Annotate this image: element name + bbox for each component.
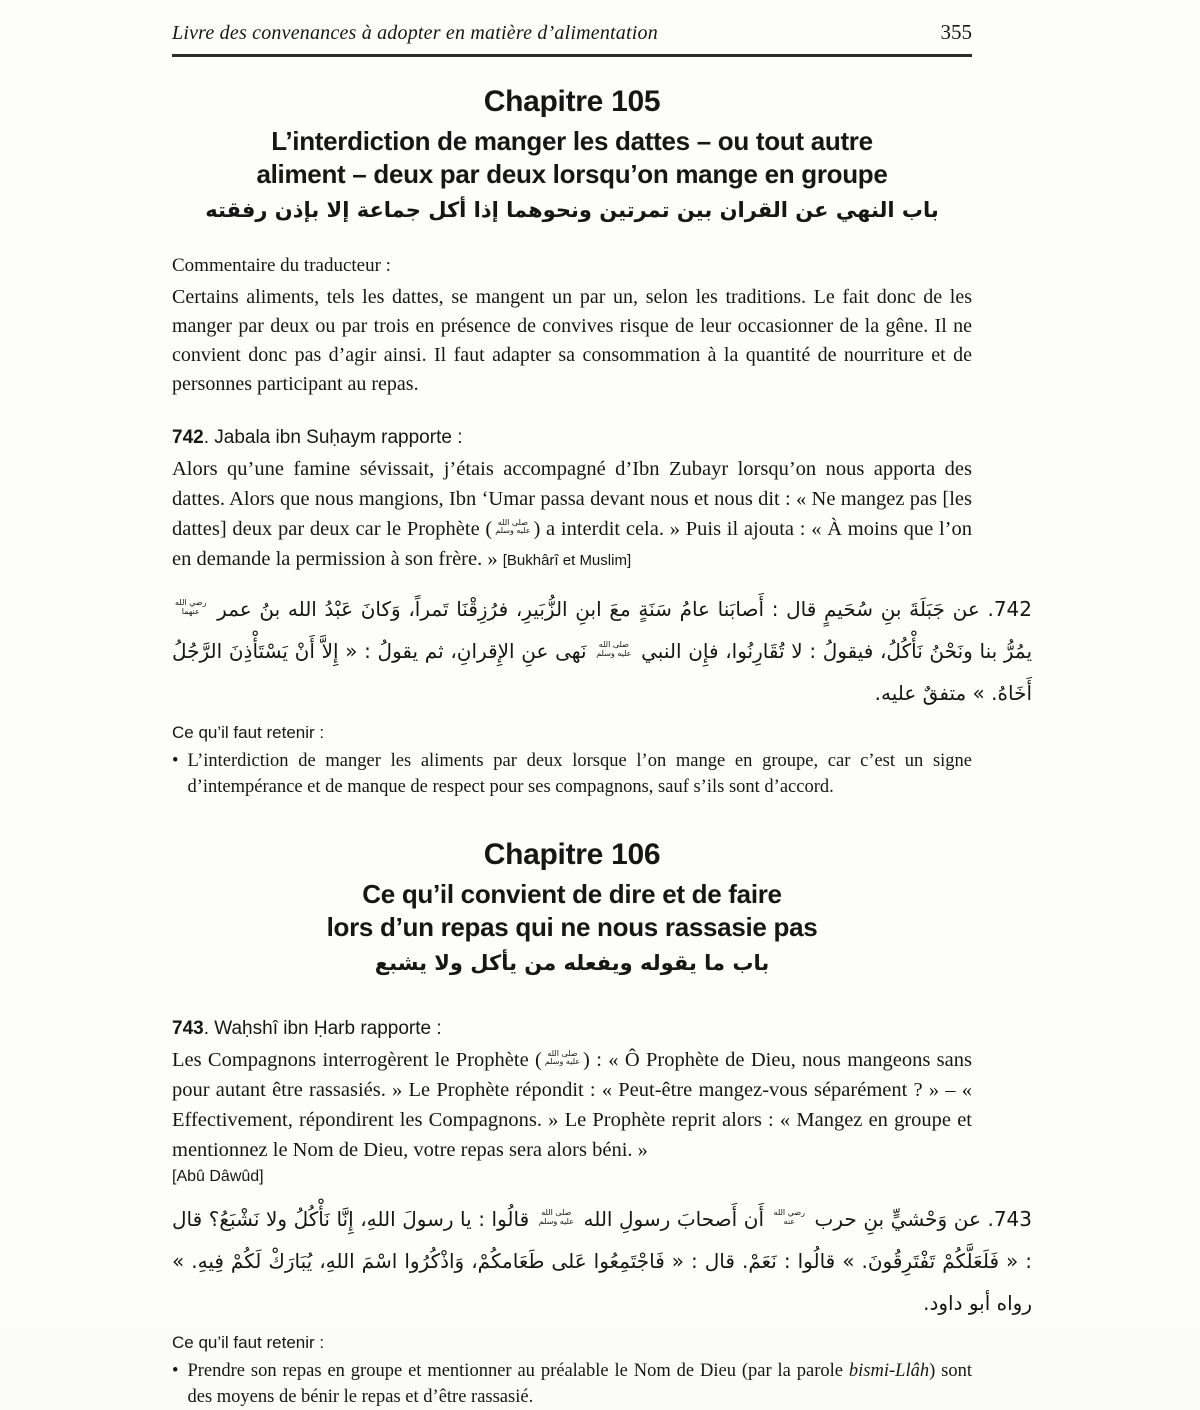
hadith-742-arabic bbox=[172, 588, 1032, 714]
retenir-106-part1: Prendre son repas en groupe et mentionner au préalable le Nom de Dieu (par la parole bbox=[187, 1361, 849, 1381]
retenir-bullet-105 bbox=[172, 748, 972, 800]
page-content bbox=[172, 0, 1033, 1410]
page-number: 355 bbox=[940, 20, 972, 44]
hadith-743-arabic-part1: 743. عن وَحْشيٍّ بنِ حرب bbox=[808, 1207, 1032, 1231]
hadith-742-text bbox=[172, 454, 972, 576]
commentary-label: Commentaire du traducteur : bbox=[172, 255, 391, 276]
chapter-106-arabic-title: باب ما يقوله ويفعله من يأكل ولا يشبع bbox=[374, 951, 770, 975]
running-title: Livre des convenances à adopter en matière d’alimentation bbox=[172, 22, 658, 44]
hadith-743-number: 743 bbox=[172, 1018, 204, 1039]
hadith-743-narrator-text: . Waḥshî ibn Ḥarb rapporte : bbox=[203, 1018, 442, 1039]
retenir-bullet-105-text: L’interdiction de manger les aliments par deux lorsque l’on mange en groupe, car c’est un signe d’intempérance et de manque de respect pour ses compagnons, sauf s’ils sont d’accord. bbox=[187, 751, 972, 797]
bullet-icon: • bbox=[172, 751, 179, 771]
retenir-106-part2: ) sont des moyens de bénir le repas et d’être rassasié. bbox=[187, 1361, 973, 1407]
saw-honorific-icon: صلى الله عليه وسلم bbox=[544, 1048, 581, 1067]
hadith-743-text-part1: Les Compagnons interrogèrent le Prophète ( bbox=[172, 1049, 542, 1071]
hadith-742-number: 742 bbox=[172, 427, 204, 448]
chapter-105-arabic-title: باب النهي عن القران بين تمرتين ونحوهما إذا أكل جماعة إلا بإذن رفقته bbox=[205, 198, 939, 222]
radi-allahu-anhu-icon: رضي الله عنه bbox=[773, 1208, 806, 1226]
hadith-743-text-part2: ) : « Ô Prophète de Dieu, nous mangeons sans pour autant être rassasiés. » Le Prophète répondit : « Peut-être mangez-vous séparément ? » – « Effectivement, répondirent les Compagnons. » Le Prophète reprit alors : « Mangez en groupe et mentionnez le Nom de Dieu, votre repas sera alors béni. » bbox=[172, 1049, 972, 1161]
hadith-742-arabic-part3: نَهى عنِ الإِقرانِ، ثم يقولُ : « إِلاَّ أَنْ يَسْتَأْذِنَ الرَّجُلُ أَخَاهُ. » متفقٌ عليه. bbox=[172, 639, 1032, 705]
hadith-743-text bbox=[172, 1045, 972, 1165]
hadith-742-narrator-text: . Jabala ibn Suḥaym rapporte : bbox=[203, 427, 463, 448]
chapter-106-title-line1: Ce qu’il convient de dire et de faire bbox=[362, 879, 782, 909]
hadith-742-text-part1: Alors qu’une famine sévissait, j’étais accompagné d’Ibn Zubayr lorsqu’on nous apporta des dattes. Alors que nous mangions, Ibn ‘Umar passa devant nous et nous dit : « Ne mangez pas [les dattes] deux par deux car le Prophète ( bbox=[172, 458, 972, 540]
hadith-742-narrator bbox=[172, 427, 972, 449]
saw-honorific-icon: صلى الله عليه وسلم bbox=[596, 640, 632, 658]
retenir-label-105: Ce qu’il faut retenir : bbox=[172, 723, 325, 742]
commentary-text: Certains aliments, tels les dattes, se mangent un par un, selon les traditions. Le fait donc de les manger par deux ou par trois en présence de convives risque de leur occasionner de la gêne. Il ne convient donc pas d’agir ainsi. Il faut adapter sa consommation à la quantité de nourriture et de personnes participant au repas. bbox=[172, 286, 972, 395]
chapter-105-label: Chapitre 105 bbox=[483, 85, 661, 118]
hadith-742-text-part2: ) a interdit cela. » Puis il ajouta : « À moins que l’on en demande la permission à son frère. » bbox=[172, 518, 972, 570]
retenir-bullet-106 bbox=[172, 1358, 972, 1410]
hadith-742-arabic-part2: يمُرُّ بنا ونَحْنُ نَأْكُلُ، فيقولُ : لا تُقَارِنُوا، فإِن النبي bbox=[634, 639, 1033, 663]
chapter-105-title-line2: aliment – deux par deux lorsqu’on mange en groupe bbox=[256, 159, 888, 189]
chapter-105-title bbox=[172, 125, 972, 191]
hadith-742-arabic-part1: 742. عن جَبَلَةَ بنِ سُحَيمٍ قال : أَصابَنا عامُ سَنَةٍ معَ ابنِ الزُّبَيرِ، فرُزِقْنَا تَمراً، وَكانَ عَبْدُ الله بنُ عمر bbox=[209, 597, 1032, 621]
saw-honorific-icon: صلى الله عليه وسلم bbox=[538, 1208, 574, 1226]
hadith-743-narrator bbox=[172, 1018, 972, 1040]
hadith-743-arabic-part2: أَن أَصحابَ رسولِ الله bbox=[576, 1207, 771, 1231]
chapter-105-section bbox=[172, 85, 1033, 800]
chapter-106-title bbox=[172, 878, 972, 944]
hadith-743-arabic bbox=[172, 1198, 1032, 1324]
hadith-742-source: [Bukhârî et Muslim] bbox=[502, 552, 632, 569]
running-header bbox=[172, 0, 972, 57]
retenir-106-italic: bismi-Llâh bbox=[848, 1361, 930, 1381]
chapter-106-label: Chapitre 106 bbox=[483, 838, 661, 871]
retenir-label-106: Ce qu’il faut retenir : bbox=[172, 1333, 325, 1352]
chapter-106-section bbox=[172, 838, 1032, 1410]
hadith-743-source: [Abû Dâwûd] bbox=[172, 1168, 264, 1185]
bullet-icon: • bbox=[172, 1361, 179, 1381]
hadith-743-arabic-part3: قالُوا : يا رسولَ اللهِ، إِنَّا نَأْكُلُ ولا نَشْبَعُ؟ قال : « فَلَعَلَّكُمْ تَفْتَرِقُونَ. » قالُوا : نَعَمْ. قال : « فَاجْتَمِعُوا عَلى طَعَامكُمْ، وَاذْكُرُوا اسْمَ اللهِ، يُبَارَكْ لَكُمْ فِيهِ. » رواه أبو داود. bbox=[172, 1207, 1032, 1315]
chapter-105-title-line1: L’interdiction de manger les dattes – ou tout autre bbox=[271, 126, 873, 156]
chapter-106-title-line2: lors d’un repas qui ne nous rassasie pas bbox=[326, 912, 818, 942]
saw-honorific-icon: صلى الله عليه وسلم bbox=[495, 517, 531, 536]
retenir-bullet-106-text bbox=[187, 1358, 972, 1410]
radi-allahu-anhuma-icon: رضي الله عنهما bbox=[175, 598, 207, 616]
